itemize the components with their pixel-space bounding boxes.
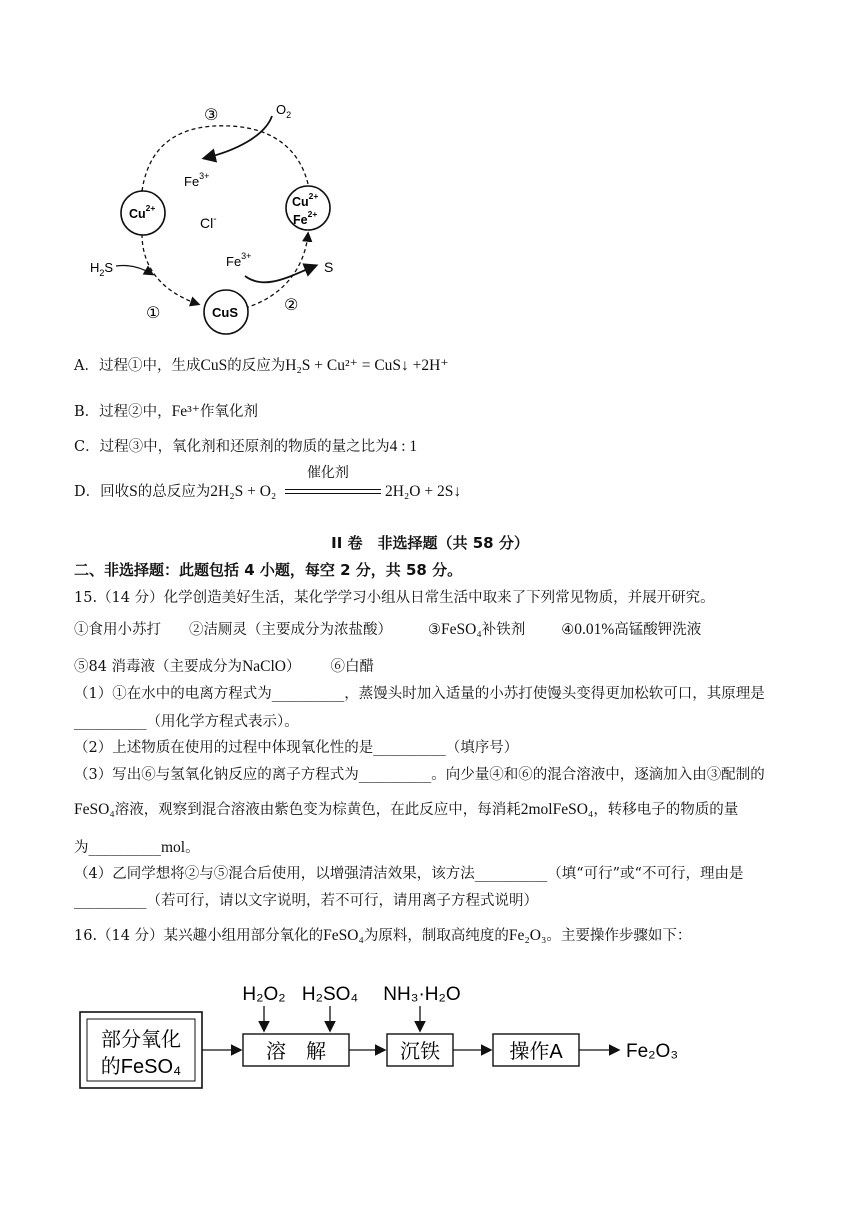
- svg-text:Fe2+: $Fe^{2+}$: [293, 209, 318, 227]
- process-flowchart: [78, 970, 718, 1100]
- section-title: II 卷 非选择题（共 58 分）: [331, 534, 529, 552]
- part2-heading: 二、非选择题：此题包括 4 小题，每空 2 分，共 58 分。: [74, 561, 463, 579]
- cycle-diagram: [80, 96, 360, 346]
- svg-text:Cu2+: $Cu^{2+}$: [292, 191, 319, 209]
- svg-text:O2: $O_2$: [276, 102, 292, 120]
- option-a-equation: H₂S + Cu²⁺ = CuS↓ +2H⁺: [285, 357, 449, 374]
- q15-items-row1: ①食用小苏打 ②洁厕灵（主要成分为浓盐酸） ③FeSO₄补铁剂 ④0.01%高锰酸钾洗液: [74, 621, 702, 638]
- q15-part3-line2: FeSO₄溶液，观察到混合溶液由紫色变为棕黄色，在此反应中，每消耗2molFeSO₄，转移电子的物质的量: [74, 801, 739, 818]
- s-arrow: [245, 266, 315, 282]
- svg-text:Fe3+: $Fe^{3+}$: [226, 251, 252, 269]
- reagent-h2so4: H₂SO₄: [301, 984, 359, 1005]
- option-b: B．过程②中，Fe³⁺作氧化剂: [74, 403, 258, 420]
- fe3-bottom-label: Fe: [226, 254, 242, 269]
- q15-part3-line1: （3）写出⑥与氢氧化钠反应的离子方程式为__________。向少量④和⑥的混合溶液中，逐滴加入由③配制的: [74, 767, 765, 783]
- q15-items-row2: ⑤84 消毒液（主要成分为NaClO） ⑥白醋: [74, 658, 374, 675]
- reagent-nh3h2o: NH₃·H₂O: [383, 984, 461, 1005]
- q15-part1-line2: __________（用化学方程式表示）。: [74, 714, 299, 730]
- svg-text:Fe3+: $Fe^{3+}$: [184, 171, 210, 189]
- start-line2: 的FeSO₄: [100, 1056, 182, 1078]
- s-product-label: S: [324, 259, 334, 275]
- dissolve-label: 溶 解: [266, 1041, 326, 1063]
- cu2-label: Cu: [129, 207, 146, 221]
- cu2-right-label: Cu: [292, 195, 309, 209]
- fe2-right-label: Fe: [293, 213, 308, 227]
- h2s-label: H: [90, 260, 100, 275]
- step2-label: ②: [284, 297, 299, 314]
- q15-part2: （2）上述物质在使用的过程中体现氧化性的是__________（填序号）: [74, 740, 519, 756]
- precipitate-label: 沉铁: [400, 1041, 440, 1063]
- option-d: D．回收S的总反应为2H₂S + O₂ 催化剂 2H₂O + 2S↓: [74, 465, 462, 500]
- cus-label: CuS: [212, 305, 238, 320]
- operation-a-label: 操作A: [509, 1041, 563, 1063]
- o2-label: O: [276, 102, 287, 117]
- svg-text:H2S: $H_2S$: [90, 260, 114, 278]
- cl-label: Cl: [200, 215, 214, 231]
- product-fe2o3: Fe₂O₃: [626, 1041, 679, 1062]
- q15-part4-line2: __________（若可行，请以文字说明，若不可行，请用离子方程式说明）: [74, 893, 538, 909]
- step1-label: ①: [146, 305, 161, 322]
- catalyst-arrow: 催化剂: [285, 485, 381, 499]
- start-line1: 部分氧化: [101, 1029, 181, 1051]
- option-a: A．过程①中，生成CuS的反应为H₂S + Cu²⁺ = CuS↓ +2H⁺: [74, 357, 449, 374]
- q15-intro: 15.（14 分）化学创造美好生活，某化学学习小组从日常生活中取来了下列常见物质，并展开研究。: [74, 590, 715, 606]
- fe3-top-label: Fe: [184, 174, 200, 189]
- step3-label: ③: [204, 107, 219, 124]
- q16-intro: 16.（14 分）某兴趣小组用部分氧化的FeSO₄为原料，制取高纯度的Fe₂O₃。主要操作步骤如下：: [74, 927, 692, 944]
- q15-part1-line1: （1）①在水中的电离方程式为__________，蒸馒头时加入适量的小苏打使馒头变得更加松软可口，其原理是: [74, 686, 765, 702]
- h2s-arrow: [116, 265, 152, 274]
- q15-part3-line3: 为__________mol。: [74, 839, 200, 856]
- cycle-arc-left: [142, 234, 198, 304]
- cycle-arc-right: [245, 234, 308, 308]
- cycle-arc-top: [142, 126, 308, 191]
- q15-part4-line1: （4）乙同学想将②与⑤混合后使用，以增强清洁效果，该方法__________（填“可行”或“不可行，理由是: [74, 866, 744, 882]
- svg-text:Cl-: Cl-: [200, 214, 217, 231]
- option-c: C．过程③中，氧化剂和还原剂的物质的量之比为4 : 1: [74, 438, 418, 455]
- svg-text:Cu2+: $Cu^{2+}$: [129, 203, 156, 221]
- reagent-h2o2: H₂O₂: [242, 984, 286, 1005]
